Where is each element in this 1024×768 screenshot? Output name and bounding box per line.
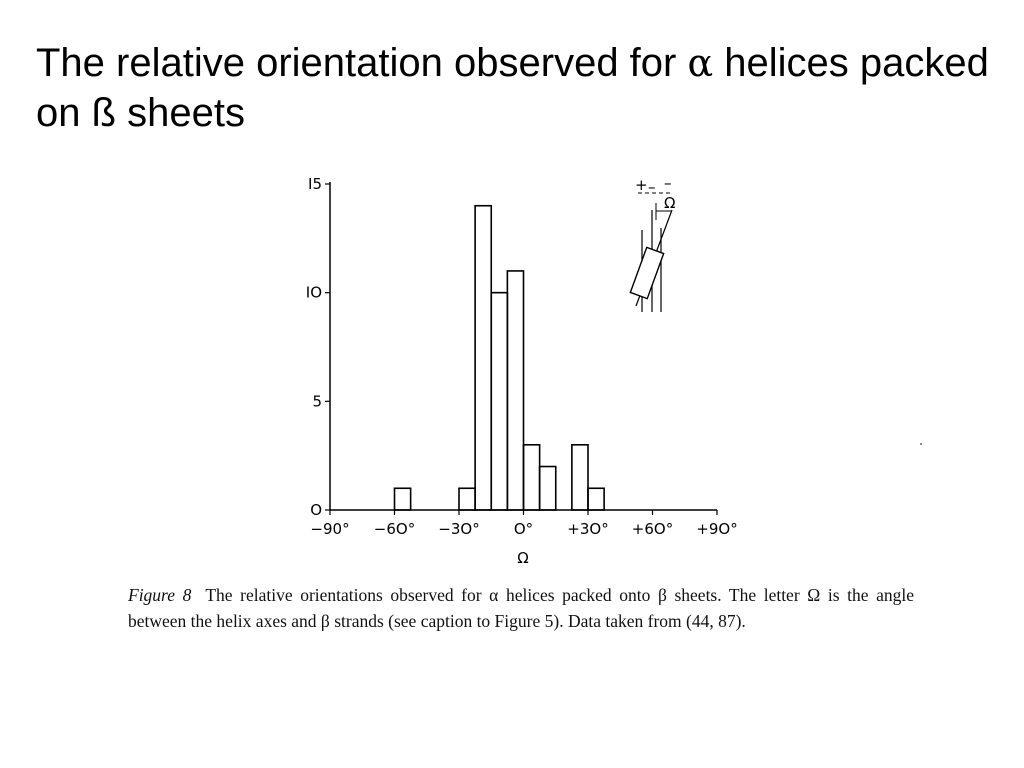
y-tick-label-5: 5: [312, 392, 322, 411]
y-tick-label-15: I5: [308, 175, 322, 193]
histogram-bar-10: [491, 293, 507, 510]
slide-title-end: helices packed on ß sheets: [36, 41, 989, 135]
histogram-bar-12: [524, 445, 540, 510]
x-tick-label-4: +3O°: [567, 520, 609, 538]
y-tick-label-0: O: [310, 501, 322, 519]
histogram-bars: [395, 206, 605, 510]
histogram-figure: [280, 170, 760, 580]
histogram-bar-16: [588, 488, 604, 510]
histogram-bar-11: [507, 271, 523, 510]
inset-sign-plus: +: [635, 176, 648, 194]
alpha-symbol: α: [687, 41, 714, 85]
figure-label: Figure 8: [128, 585, 192, 605]
x-tick-label-1: −6O°: [373, 520, 416, 538]
x-tick-label-3: O°: [513, 520, 534, 538]
inset-sign-minus-2: –: [664, 174, 672, 192]
slide-title: [36, 38, 996, 138]
inset-helix-cylinder: [630, 247, 663, 298]
helix-strand-inset-diagram: [630, 174, 675, 312]
x-tick-label-0: −90°: [310, 520, 350, 538]
x-tick-label-2: −3O°: [438, 520, 480, 538]
histogram-bar-9: [475, 206, 491, 510]
tick-marks: [325, 184, 717, 515]
x-axis-label: Ω: [517, 549, 529, 567]
inset-sign-minus-1: –: [648, 178, 656, 196]
histogram-bar-8: [459, 488, 475, 510]
figure-caption: [128, 582, 914, 634]
x-tick-label-6: +9O°: [696, 520, 738, 538]
histogram-bar-13: [540, 467, 556, 510]
x-tick-label-5: +6O°: [631, 520, 674, 538]
histogram-bar-15: [572, 445, 588, 510]
histogram-bar-4: [395, 488, 411, 510]
inset-omega-label: Ω: [664, 194, 676, 212]
slide-title-start: The relative orientation observed for: [36, 41, 688, 85]
y-tick-label-10: IO: [305, 283, 322, 302]
caption-text: The relative orientations observed for α helices packed onto β sheets. The letter Ω is the angle between the helix axes and β strands (see caption to Figure 5). Data taken from (44, 87).: [128, 585, 914, 631]
stray-dot: [920, 443, 922, 445]
